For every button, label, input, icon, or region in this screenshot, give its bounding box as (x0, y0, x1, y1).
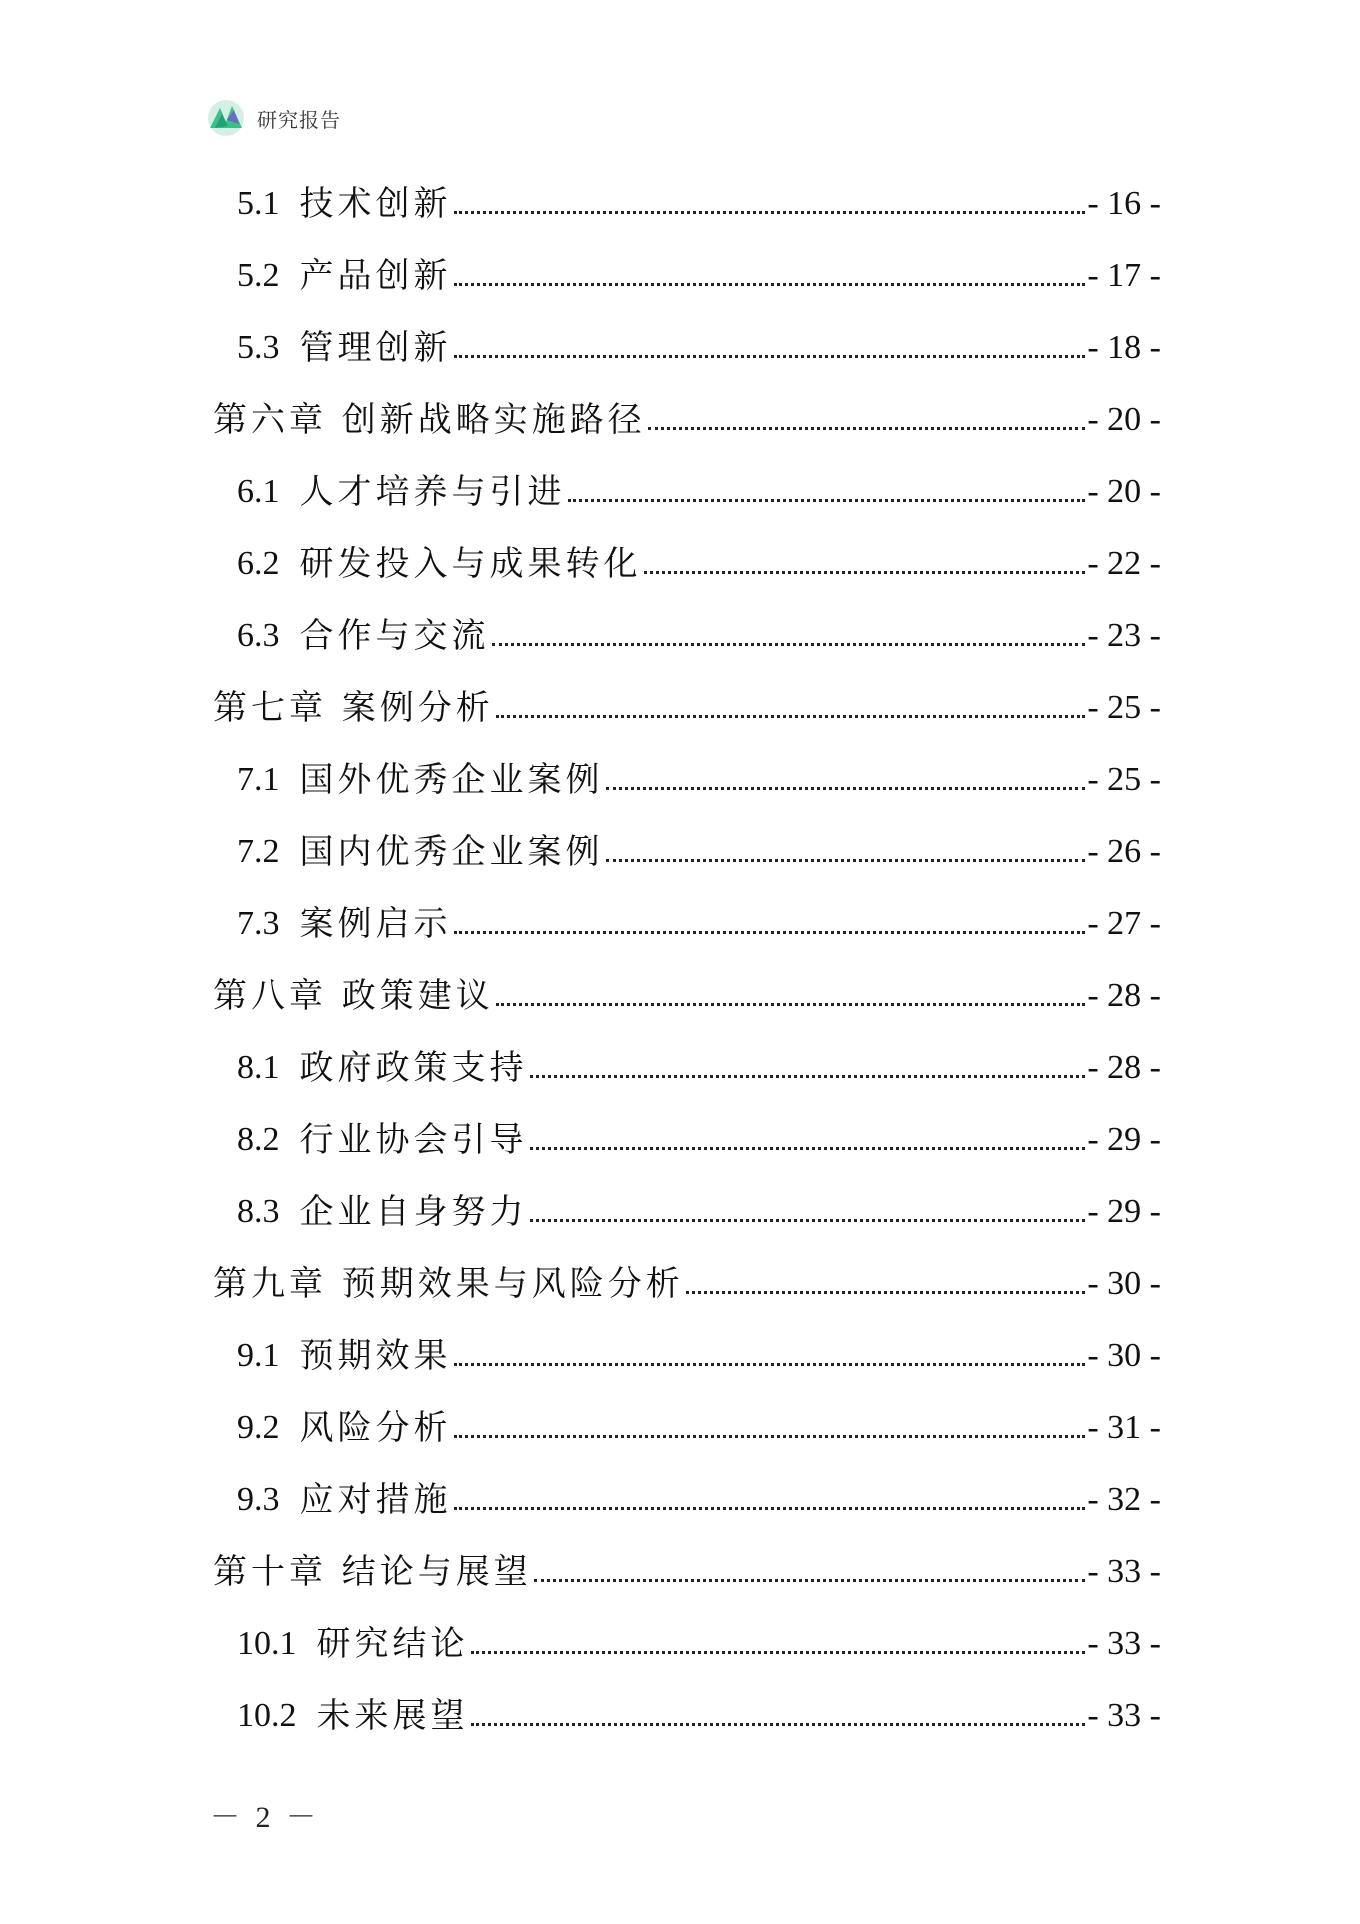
toc-entry-number: 5.3 (237, 329, 280, 366)
toc-dot-leader (454, 211, 1086, 214)
toc-section-entry[interactable] (213, 240, 1161, 312)
toc-dot-leader (492, 643, 1086, 646)
toc-dot-leader (606, 787, 1086, 790)
toc-dot-leader (471, 1723, 1086, 1726)
toc-entry-page: - 25 - (1087, 689, 1161, 726)
toc-entry-page: - 20 - (1087, 473, 1161, 510)
toc-entry-number: 9.3 (237, 1481, 280, 1518)
toc-chapter-entry[interactable] (213, 960, 1161, 1032)
toc-dot-leader (648, 427, 1086, 430)
toc-entry-page: - 33 - (1087, 1697, 1161, 1734)
toc-entry-title: 风险分析 (299, 1408, 452, 1448)
toc-entry-page: - 29 - (1087, 1121, 1161, 1158)
toc-entry-number: 7.3 (237, 905, 280, 942)
toc-entry-page: - 28 - (1087, 1049, 1161, 1086)
toc-entry-number: 6.1 (237, 473, 280, 510)
toc-entry-number: 6.2 (237, 545, 280, 582)
toc-entry-title: 国内优秀企业案例 (299, 832, 604, 872)
toc-entry-title: 技术创新 (299, 184, 452, 224)
toc-chapter-entry[interactable] (213, 1248, 1161, 1320)
toc-entry-number: 9.2 (237, 1409, 280, 1446)
toc-section-entry[interactable] (213, 1176, 1161, 1248)
toc-entry-title: 政府政策支持 (299, 1048, 528, 1088)
toc-entry-number: 9.1 (237, 1337, 280, 1374)
toc-entry-title: 第六章 创新战略实施路径 (213, 400, 646, 440)
toc-entry-title: 管理创新 (299, 328, 452, 368)
toc-section-entry[interactable] (213, 1680, 1161, 1752)
toc-entry-title: 第八章 政策建议 (213, 976, 494, 1016)
toc-entry-page: - 18 - (1087, 329, 1161, 366)
toc-dot-leader (454, 931, 1086, 934)
toc-section-entry[interactable] (213, 744, 1161, 816)
toc-entry-page: - 31 - (1087, 1409, 1161, 1446)
toc-entry-title: 研究结论 (316, 1624, 469, 1664)
toc-dot-leader (454, 355, 1086, 358)
toc-dot-leader (496, 1003, 1086, 1006)
toc-entry-number: 5.2 (237, 257, 280, 294)
table-of-contents (213, 168, 1161, 1752)
toc-entry-title: 预期效果 (299, 1336, 452, 1376)
toc-section-entry[interactable] (213, 1104, 1161, 1176)
toc-dot-leader (530, 1075, 1086, 1078)
toc-entry-page: - 32 - (1087, 1481, 1161, 1518)
toc-chapter-entry[interactable] (213, 384, 1161, 456)
toc-entry-number: 8.3 (237, 1193, 280, 1230)
toc-entry-title: 研发投入与成果转化 (299, 544, 642, 584)
toc-dot-leader (644, 571, 1086, 574)
toc-entry-title: 未来展望 (316, 1696, 469, 1736)
toc-entry-page: - 28 - (1087, 977, 1161, 1014)
toc-entry-number: 8.1 (237, 1049, 280, 1086)
toc-entry-page: - 26 - (1087, 833, 1161, 870)
toc-entry-title: 第七章 案例分析 (213, 688, 494, 728)
report-logo-icon (205, 98, 247, 138)
toc-section-entry[interactable] (213, 1032, 1161, 1104)
toc-entry-page: - 30 - (1087, 1337, 1161, 1374)
toc-section-entry[interactable] (213, 816, 1161, 888)
toc-section-entry[interactable] (213, 1392, 1161, 1464)
toc-entry-page: - 30 - (1087, 1265, 1161, 1302)
toc-entry-number: 5.1 (237, 185, 280, 222)
toc-entry-title: 企业自身努力 (299, 1192, 528, 1232)
toc-entry-page: - 17 - (1087, 257, 1161, 294)
toc-dot-leader (534, 1579, 1086, 1582)
toc-section-entry[interactable] (213, 456, 1161, 528)
toc-dot-leader (454, 283, 1086, 286)
header-title: 研究报告 (257, 107, 341, 132)
toc-entry-title: 案例启示 (299, 904, 452, 944)
toc-entry-page: - 33 - (1087, 1553, 1161, 1590)
toc-entry-number: 10.2 (237, 1697, 297, 1734)
toc-entry-page: - 20 - (1087, 401, 1161, 438)
toc-entry-page: - 23 - (1087, 617, 1161, 654)
toc-section-entry[interactable] (213, 888, 1161, 960)
page-number: － 2 － (210, 1801, 320, 1834)
toc-entry-title: 国外优秀企业案例 (299, 760, 604, 800)
toc-section-entry[interactable] (213, 1464, 1161, 1536)
toc-section-entry[interactable] (213, 528, 1161, 600)
page-header (205, 96, 341, 140)
toc-entry-title: 产品创新 (299, 256, 452, 296)
toc-dot-leader (530, 1147, 1086, 1150)
toc-entry-number: 7.2 (237, 833, 280, 870)
toc-chapter-entry[interactable] (213, 672, 1161, 744)
toc-section-entry[interactable] (213, 1608, 1161, 1680)
toc-entry-number: 6.3 (237, 617, 280, 654)
toc-section-entry[interactable] (213, 312, 1161, 384)
toc-section-entry[interactable] (213, 1320, 1161, 1392)
toc-section-entry[interactable] (213, 600, 1161, 672)
toc-entry-page: - 27 - (1087, 905, 1161, 942)
toc-entry-page: - 25 - (1087, 761, 1161, 798)
toc-dot-leader (530, 1219, 1086, 1222)
toc-dot-leader (606, 859, 1086, 862)
toc-dot-leader (454, 1507, 1086, 1510)
toc-dot-leader (454, 1363, 1086, 1366)
toc-dot-leader (496, 715, 1086, 718)
toc-dot-leader (471, 1651, 1086, 1654)
toc-entry-page: - 29 - (1087, 1193, 1161, 1230)
toc-entry-title: 第九章 预期效果与风险分析 (213, 1264, 684, 1304)
toc-entry-title: 第十章 结论与展望 (213, 1552, 532, 1592)
toc-entry-number: 7.1 (237, 761, 280, 798)
toc-entry-page: - 33 - (1087, 1625, 1161, 1662)
toc-entry-number: 8.2 (237, 1121, 280, 1158)
toc-dot-leader (568, 499, 1086, 502)
toc-entry-title: 合作与交流 (299, 616, 490, 656)
toc-chapter-entry[interactable] (213, 1536, 1161, 1608)
toc-entry-number: 10.1 (237, 1625, 297, 1662)
toc-entry-title: 应对措施 (299, 1480, 452, 1520)
toc-entry-page: - 16 - (1087, 185, 1161, 222)
toc-entry-page: - 22 - (1087, 545, 1161, 582)
toc-entry-title: 人才培养与引进 (299, 472, 566, 512)
toc-dot-leader (686, 1291, 1086, 1294)
toc-entry-title: 行业协会引导 (299, 1120, 528, 1160)
toc-dot-leader (454, 1435, 1086, 1438)
toc-section-entry[interactable] (213, 168, 1161, 240)
